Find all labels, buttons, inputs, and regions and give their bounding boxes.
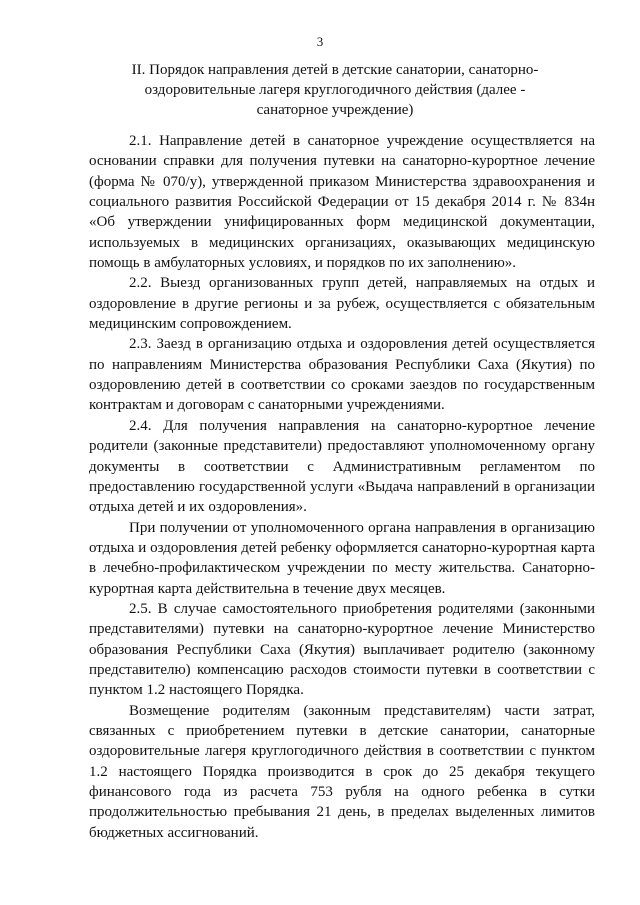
- paragraph-2-4-continued: При получении от уполномоченного органа направления в организацию отдыха и оздоровления детей ребенку оформляется санаторно-курортная карта в лечебно-профилактическом учреждении по месту жительства. Санаторно-курортная карта действительна в течение двух месяцев.: [89, 519, 595, 597]
- body-text: [89, 131, 595, 843]
- paragraph-2-3: 2.3. Заезд в организацию отдыха и оздоровления детей осуществляется по направлениям Министерства образования Республики Саха (Якутия) по оздоровлению детей в соответствии со сроками заездов по государственным контрактам и договорам с санаторными учреждениями.: [89, 336, 595, 414]
- paragraph-2-5-continued: Возмещение родителям (законным представителям) части затрат, связанных с приобретением путевки в детские санатории, санаторные оздоровительные лагеря круглогодичного действия в соответствии с пунктом 1.2 настоящего Порядка производится в срок до 25 декабря текущего финансового года из расчета 753 рубля на одного ребенка в сутки продолжительностью пребывания 21 день, в пределах выделенных лимитов бюджетных ассигнований.: [89, 702, 595, 841]
- paragraph-2-4: 2.4. Для получения направления на санаторно-курортное лечение родители (законные представители) предоставляют уполномоченному органу документы в соответствии с Административным регламентом по предоставлению государственной услуги «Выдача направлений в организации отдыха детей и их оздоровления».: [89, 417, 595, 516]
- paragraph-2-1: 2.1. Направление детей в санаторное учреждение осуществляется на основании справки для получения путевки на санаторно-курортное лечение (форма № 070/у), утвержденной приказом Министерства здравоохранения и социального развития Российской Федерации от 15 декабря 2014 г. № 834н «Об утверждении унифицированных форм медицинской документации, используемых в медицинских организациях, оказывающих медицинскую помощь в амбулаторных условиях, и порядков по их заполнению».: [89, 133, 595, 272]
- paragraph-2-2: 2.2. Выезд организованных групп детей, направляемых на отдых и оздоровление в другие регионы и за рубеж, осуществляется с обязательным медицинским сопровождением.: [89, 275, 595, 333]
- page-number: 3: [316, 34, 324, 49]
- section-heading: II. Порядок направления детей в детские санатории, санаторно-оздоровительные лагеря круглогодичного действия (далее - санаторное учреждение): [131, 62, 539, 118]
- paragraph-2-5: 2.5. В случае самостоятельного приобретения родителями (законными представителями) путевки на санаторно-курортное лечение Министерство образования Республики Саха (Якутия) выплачивает родителю (законному представителю) компенсацию расходов стоимости путевки в соответствии с пунктом 1.2 настоящего Порядка.: [89, 600, 595, 699]
